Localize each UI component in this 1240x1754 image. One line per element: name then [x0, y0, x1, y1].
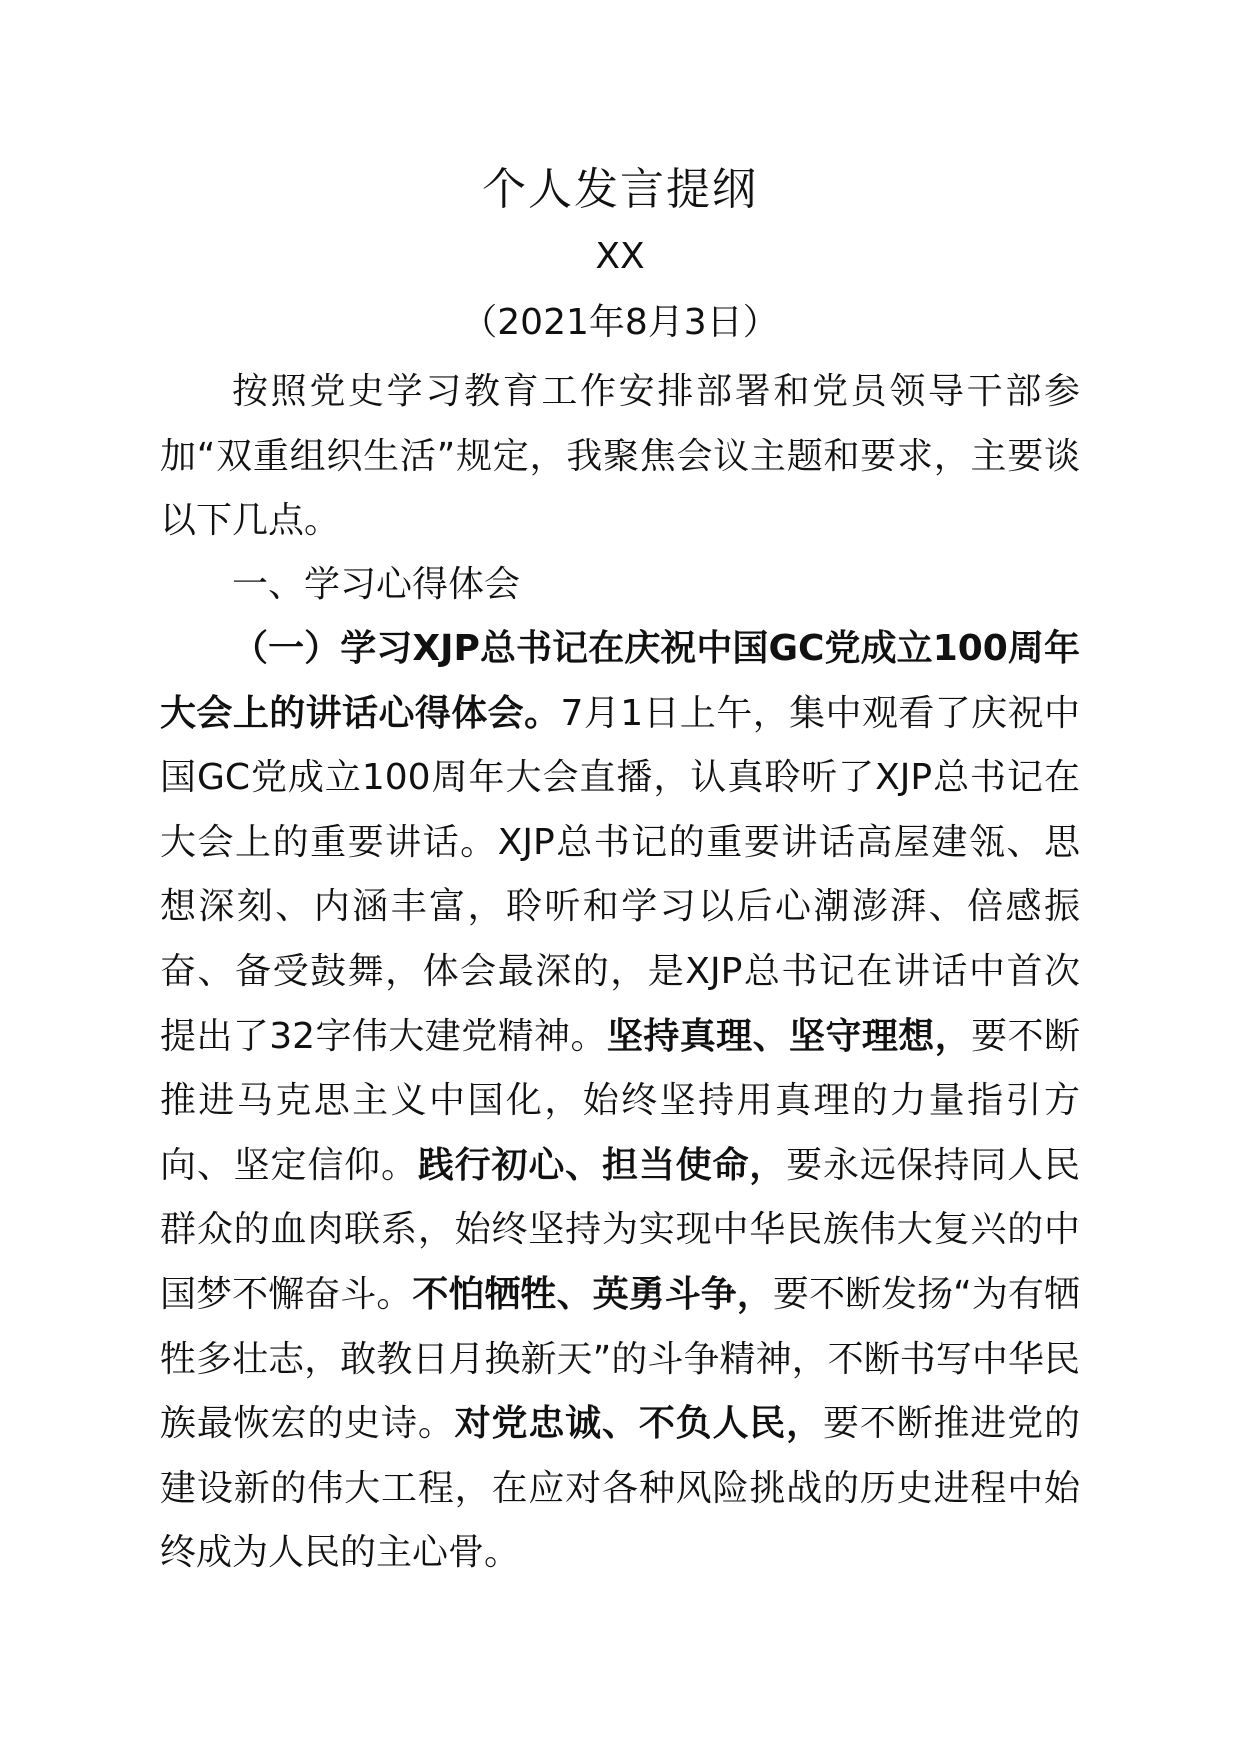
- emphasis-text: 践行初心、担当使命，: [417, 1144, 787, 1186]
- document-author: XX: [595, 236, 645, 277]
- emphasis-text: 不怕牺牲、英勇斗争，: [412, 1273, 773, 1315]
- emphasis-text: 对党忠诚、不负人民，: [454, 1403, 823, 1445]
- main-block: [160, 617, 1080, 1586]
- intro-paragraph: 按照党史学习教育工作安排部署和党员领导干部参加“双重组织生活”规定，我聚焦会议主题和要求，主要谈以下几点。: [160, 371, 1080, 542]
- body-text: 7月1日上午，集中观看了庆祝中国GC党成立100周年大会直播，认真聆听了XJP总书记在大会上的重要讲话。XJP总书记的重要讲话高屋建瓴、思想深刻、内涵丰富，聆听和学习以后心潮澎湃、倍感振奋、备受鼓舞，体会最深的，是XJP总书记在讲话中首次提出了32字伟大建党精神。: [160, 692, 1080, 1057]
- intro-block: [160, 360, 1080, 554]
- subsection-heading: （一）学习XJP总书记在庆祝中国GC党成立100周年大会上的讲话心得体会。: [160, 628, 1080, 734]
- emphasis-text: 坚持真理、坚守理想，: [606, 1015, 972, 1057]
- body-text: 要不断推进党的建设新的伟大工程，在应对各种风险挑战的历史进程中始终成为人民的主心骨。: [160, 1403, 1080, 1574]
- body-text: 要不断推进马克思主义中国化，始终坚持用真理的力量指引方向、坚定信仰。: [160, 1015, 1080, 1186]
- body-text: 要永远保持同人民群众的血肉联系，始终坚持为实现中华民族伟大复兴的中国梦不懈奋斗。: [160, 1144, 1080, 1315]
- main-paragraph: [160, 617, 1080, 1586]
- body-text: 要不断发扬“为有牺牲多壮志，敢教日月换新天”的斗争精神，不断书写中华民族最恢宏的史诗。: [160, 1273, 1080, 1445]
- section-block: [160, 553, 1080, 618]
- section-heading: 一、学习心得体会: [232, 564, 521, 605]
- document-title: 个人发言提纲: [482, 164, 758, 215]
- document-date: （2021年8月3日）: [461, 302, 779, 343]
